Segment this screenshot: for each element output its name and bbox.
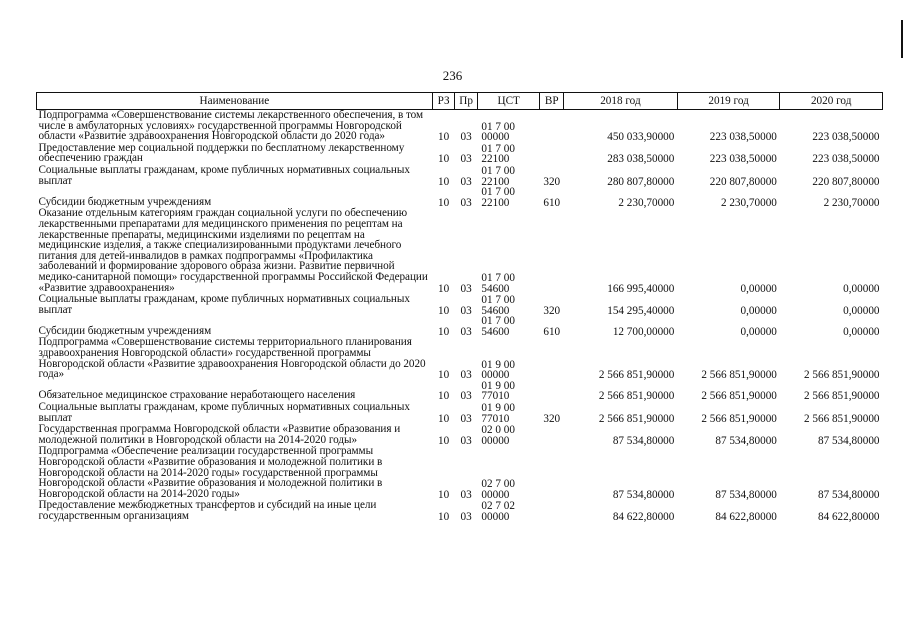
row-cst: 01 7 00 54600 <box>481 271 515 295</box>
row-pr: 03 <box>460 175 472 188</box>
row-rz: 10 <box>437 131 450 144</box>
row-2020: 0,00000 <box>843 325 880 338</box>
table-row <box>37 143 883 165</box>
row-pr: 03 <box>460 510 472 523</box>
row-pr: 03 <box>460 369 472 382</box>
row-name: Подпрограмма «Обеспечение реализации государственной программы Новгородской области «Развитие образования и молодежной политики в Новгородской области на 2014-2020 годы» государственной программы Новгородской области «Развитие образования и молодежной политики в Новгородской области на 2014-2020 годы» <box>38 445 383 500</box>
row-name: Социальные выплаты гражданам, кроме публичных нормативных социальных выплат <box>38 293 410 316</box>
row-name: Предоставление мер социальной поддержки по бесплатному лекарственному обеспечению граждан <box>38 141 405 165</box>
row-name: Государственная программа Новгородской области «Развитие образования и молодежной политики в Новгородской области на 2014-2020 годы» <box>38 423 401 446</box>
row-cst: 01 9 00 77010 <box>481 379 515 403</box>
row-vr <box>540 143 564 165</box>
row-pr: 03 <box>460 412 472 425</box>
row-pr: 03 <box>460 304 472 317</box>
row-2020: 2 566 851,90000 <box>803 412 880 425</box>
row-2020: 223 038,50000 <box>812 153 880 166</box>
row-2020: 2 566 851,90000 <box>803 390 880 403</box>
row-pr: 03 <box>460 488 472 501</box>
row-rz: 10 <box>437 412 450 425</box>
row-cst: 02 7 02 00000 <box>481 500 515 523</box>
row-pr: 03 <box>460 282 472 295</box>
row-rz: 10 <box>437 369 450 382</box>
row-2018: 2 230,70000 <box>618 196 675 209</box>
row-2019: 2 230,70000 <box>720 196 777 209</box>
table-row <box>37 500 883 522</box>
row-rz: 10 <box>437 153 450 166</box>
row-vr <box>540 446 564 500</box>
row-2018: 12 700,00000 <box>612 325 675 338</box>
row-2018: 2 566 851,90000 <box>598 390 675 403</box>
header-rz: РЗ <box>432 93 455 110</box>
row-vr: 320 <box>543 175 561 188</box>
row-vr <box>540 500 564 522</box>
page-number: 236 <box>442 68 463 83</box>
row-2019: 87 534,80000 <box>715 488 777 501</box>
header-cst: ЦСТ <box>477 93 540 110</box>
row-2020: 0,00000 <box>843 282 880 295</box>
row-2019: 2 566 851,90000 <box>701 390 777 403</box>
row-2019: 223 038,50000 <box>709 153 777 166</box>
row-vr: 610 <box>543 325 561 338</box>
row-rz: 10 <box>437 434 450 447</box>
row-name: Оказание отдельным категориям граждан социальной услуги по обеспечению лекарственными препаратами для медицинского применения по рецептам на лекарственные препараты, медицинскими изделиями по рецептам на медицинские изделия, а также специализированными продуктами лечебного питания для детей-инвалидов в рамках подпрограммы «Профилактика заболеваний и формирование здорового образа жизни. Развитие первичной медико-санитарной помощи» государственной программы Российской Федерации «Развитие здравоохранения» <box>38 207 428 294</box>
row-2018: 84 622,80000 <box>612 510 675 523</box>
row-cst: 01 9 00 00000 <box>481 358 515 382</box>
row-2019: 84 622,80000 <box>715 510 777 523</box>
row-cst: 01 7 00 54600 <box>481 294 515 317</box>
row-2019: 2 566 851,90000 <box>701 369 777 382</box>
row-name: Обязательное медицинское страхование неработающего населения <box>38 389 356 402</box>
row-2018: 2 566 851,90000 <box>598 412 675 425</box>
row-vr <box>540 424 564 446</box>
row-rz: 10 <box>437 304 450 317</box>
header-pr: Пр <box>455 93 478 110</box>
header-2020: 2020 год <box>780 93 883 110</box>
table-row <box>37 424 883 446</box>
row-rz: 10 <box>437 175 450 188</box>
row-cst: 01 7 00 22100 <box>481 142 515 166</box>
row-name: Подпрограмма «Совершенствование системы лекарственного обеспечения, в том числе в амбулаторных условиях» государственной программы Новгородской области «Развитие здравоохранения Новгородской области до 2020 года» <box>38 109 423 143</box>
table-row <box>37 208 883 294</box>
row-2018: 450 033,90000 <box>607 131 675 144</box>
row-cst: 02 0 00 00000 <box>481 424 515 447</box>
row-pr: 03 <box>460 434 472 447</box>
row-name: Предоставление межбюджетных трансфертов и субсидий на иные цели государственным организациям <box>38 499 377 522</box>
table-row <box>37 446 883 500</box>
row-rz: 10 <box>437 390 450 403</box>
row-2018: 87 534,80000 <box>612 434 675 447</box>
row-vr: 320 <box>543 304 561 317</box>
row-2018: 2 566 851,90000 <box>598 369 675 382</box>
row-rz: 10 <box>437 325 450 338</box>
table-row <box>37 402 883 424</box>
row-cst: 01 9 00 77010 <box>481 402 515 425</box>
row-2018: 166 995,40000 <box>607 282 675 295</box>
table-row <box>37 316 883 337</box>
row-2020: 84 622,80000 <box>817 510 880 523</box>
row-pr: 03 <box>460 325 472 338</box>
row-rz: 10 <box>437 282 450 295</box>
row-rz: 10 <box>437 488 450 501</box>
row-vr <box>540 381 564 402</box>
row-2019: 0,00000 <box>740 282 777 295</box>
row-2019: 87 534,80000 <box>715 434 777 447</box>
row-vr: 320 <box>543 412 561 425</box>
row-2019: 0,00000 <box>740 325 777 338</box>
table-row <box>37 381 883 402</box>
row-pr: 03 <box>460 390 472 403</box>
row-vr <box>540 337 564 380</box>
table-row <box>37 187 883 208</box>
row-vr <box>540 208 564 294</box>
header-2019: 2019 год <box>677 93 780 110</box>
budget-table <box>36 92 883 523</box>
row-cst: 02 7 00 00000 <box>481 478 515 501</box>
row-cst: 01 7 00 54600 <box>481 315 515 338</box>
margin-rule <box>901 20 903 58</box>
row-cst: 01 7 00 22100 <box>481 164 515 188</box>
row-name: Подпрограмма «Совершенствование системы территориального планирования здравоохранения Новгородской области» государственной программы Новгородской области «Развитие здравоохранения Новгородской области до 2020 года» <box>38 336 426 381</box>
row-2020: 223 038,50000 <box>812 131 880 144</box>
row-vr: 610 <box>543 196 561 209</box>
row-2020: 87 534,80000 <box>817 434 880 447</box>
row-2020: 0,00000 <box>843 304 880 317</box>
table-row <box>37 165 883 187</box>
row-2019: 220 807,80000 <box>709 175 777 188</box>
row-pr: 03 <box>460 196 472 209</box>
row-cst: 01 7 00 22100 <box>481 186 515 209</box>
row-2018: 283 038,50000 <box>607 153 675 166</box>
row-2020: 87 534,80000 <box>817 488 880 501</box>
row-cst: 01 7 00 00000 <box>481 120 515 144</box>
row-2019: 2 566 851,90000 <box>701 412 777 425</box>
row-pr: 03 <box>460 131 472 144</box>
row-pr: 03 <box>460 153 472 166</box>
row-2019: 223 038,50000 <box>709 131 777 144</box>
row-name: Субсидии бюджетным учреждениям <box>38 195 212 208</box>
table-row <box>37 110 883 143</box>
row-rz: 10 <box>437 510 450 523</box>
row-name: Субсидии бюджетным учреждениям <box>38 324 212 337</box>
row-2020: 220 807,80000 <box>812 175 880 188</box>
row-2018: 154 295,40000 <box>607 304 675 317</box>
table-body <box>37 110 883 523</box>
row-2020: 2 230,70000 <box>823 196 880 209</box>
header-name: Наименование <box>37 93 433 110</box>
table-row <box>37 337 883 380</box>
row-2019: 0,00000 <box>740 304 777 317</box>
row-vr <box>540 110 564 143</box>
row-2018: 280 807,80000 <box>607 175 675 188</box>
table-row <box>37 294 883 316</box>
row-rz: 10 <box>437 196 450 209</box>
row-name: Социальные выплаты гражданам, кроме публичных нормативных социальных выплат <box>38 163 410 187</box>
row-2020: 2 566 851,90000 <box>803 369 880 382</box>
row-2018: 87 534,80000 <box>612 488 675 501</box>
header-vr: ВР <box>540 93 564 110</box>
header-2018: 2018 год <box>564 93 678 110</box>
table-header-row <box>37 93 883 110</box>
row-name: Социальные выплаты гражданам, кроме публичных нормативных социальных выплат <box>38 401 410 424</box>
